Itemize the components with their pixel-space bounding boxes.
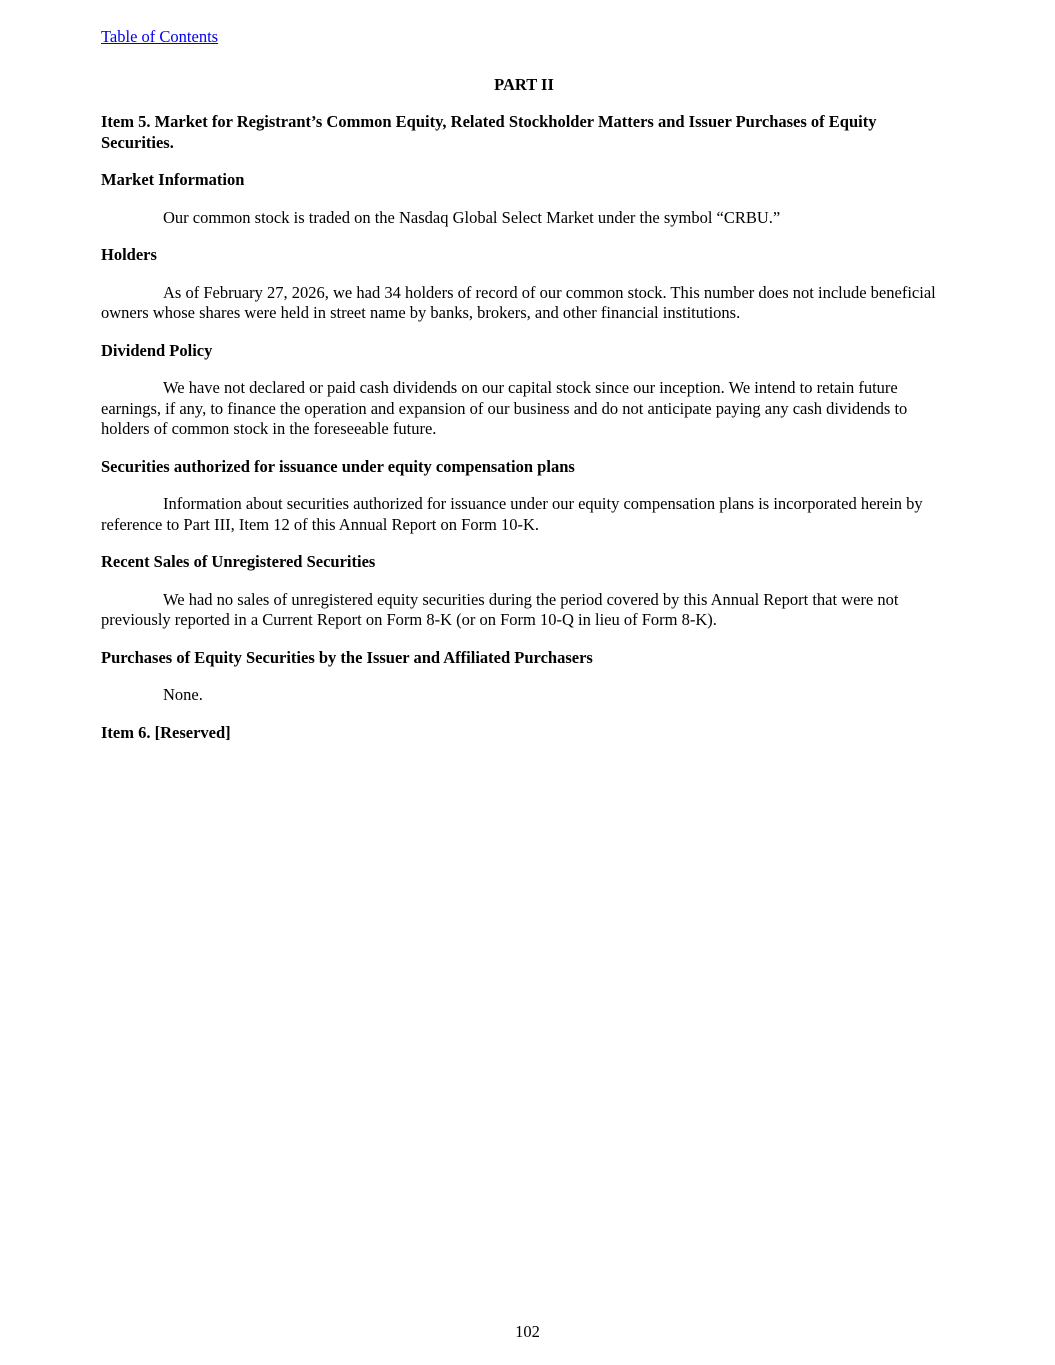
item-5-heading: Item 5. Market for Registrant’s Common Equity, Related Stockholder Matters and Issuer Purchases of Equity Securities. (101, 112, 877, 152)
securities-authorized-heading: Securities authorized for issuance under equity compensation plans (101, 456, 575, 476)
market-information-heading: Market Information (101, 170, 245, 189)
dividend-policy-heading: Dividend Policy (101, 340, 213, 360)
document-page (101, 27, 947, 743)
dividend-policy-paragraph: We have not declared or paid cash dividends on our capital stock since our inception. We intend to retain future earnings, if any, to finance the operation and expansion of our business and do not anticipate paying any cash dividends to holders of common stock in the foreseeable future. (101, 378, 908, 438)
recent-sales-paragraph: We had no sales of unregistered equity securities during the period covered by this Annual Report that were not previously reported in a Current Report on Form 8-K (or on Form 10-Q in lieu of Form 8-K). (101, 589, 899, 629)
purchases-paragraph: None. (163, 685, 203, 704)
part-title: PART II (494, 74, 554, 94)
holders-paragraph: As of February 27, 2026, we had 34 holders of record of our common stock. This number does not include beneficial owners whose shares were held in street name by banks, brokers, and other financial institutions. (101, 282, 936, 322)
page-number: 102 (515, 1322, 540, 1341)
holders-heading: Holders (101, 245, 157, 264)
recent-sales-heading: Recent Sales of Unregistered Securities (101, 552, 376, 571)
market-information-paragraph: Our common stock is traded on the Nasdaq Global Select Market under the symbol “CRBU.” (163, 207, 781, 227)
purchases-heading: Purchases of Equity Securities by the Issuer and Affiliated Purchasers (101, 647, 593, 667)
item-6-heading: Item 6. [Reserved] (101, 722, 231, 742)
securities-authorized-paragraph: Information about securities authorized for issuance under our equity compensation plans is incorporated herein by reference to Part III, Item 12 of this Annual Report on Form 10-K. (101, 494, 923, 534)
table-of-contents-link[interactable]: Table of Contents (101, 27, 219, 46)
